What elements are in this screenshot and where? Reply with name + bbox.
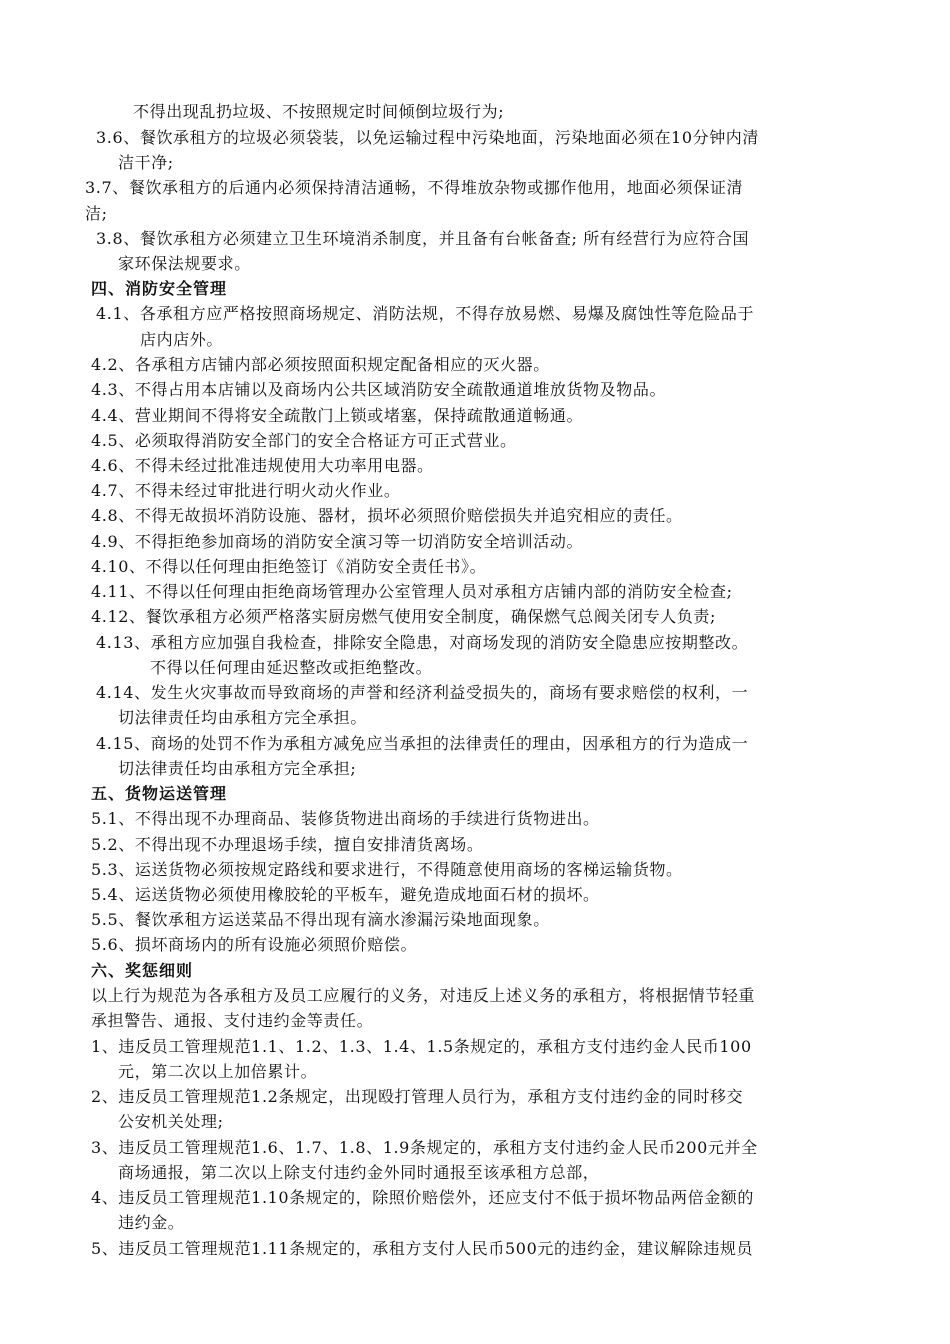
text-line: 4.7、不得未经过审批进行明火动火作业。 xyxy=(91,481,401,500)
text-line: 4.1、各承租方应严格按照商场规定、消防法规，不得存放易燃、易爆及腐蚀性等危险品于 xyxy=(96,304,755,323)
section-heading: 六、奖惩细则 xyxy=(91,961,194,980)
text-line: 4.10、不得以任何理由拒绝签订《消防安全责任书》。 xyxy=(91,557,487,576)
text-line: 4.5、必须取得消防安全部门的安全合格证方可正式营业。 xyxy=(91,431,517,450)
text-line: 4.11、不得以任何理由拒绝商场管理办公室管理人员对承租方店铺内部的消防安全检查; xyxy=(91,582,733,601)
text-line: 4.12、餐饮承租方必须严格落实厨房燃气使用安全制度，确保燃气总阀关闭专人负责; xyxy=(91,607,717,626)
section-heading: 四、消防安全管理 xyxy=(91,279,228,298)
text-line: 4.15、商场的处罚不作为承租方减免应当承担的法律责任的理由，因承租方的行为造成一 xyxy=(96,734,749,753)
text-line: 承担警告、通报、支付违约金等责任。 xyxy=(91,1011,374,1030)
text-line: 5.3、运送货物必须按规定路线和要求进行，不得随意使用商场的客梯运输货物。 xyxy=(91,860,683,879)
text-line: 4、违反员工管理规范1.10条规定的，除照价赔偿外，还应支付不低于损坏物品两倍金额的 xyxy=(91,1188,755,1207)
text-line: 5.6、损坏商场内的所有设施必须照价赔偿。 xyxy=(91,935,418,954)
section-heading: 五、货物运送管理 xyxy=(91,784,228,803)
text-line: 1、违反员工管理规范1.1、1.2、1.3、1.4、1.5条规定的，承租方支付违约金人民币100 xyxy=(91,1037,752,1056)
text-line: 4.13、承租方应加强自我检查，排除安全隐患，对商场发现的消防安全隐患应按期整改。 xyxy=(96,633,749,652)
text-line: 不得以任何理由延迟整改或拒绝整改。 xyxy=(150,658,433,677)
text-line: 2、违反员工管理规范1.2条规定，出现殴打管理人员行为，承租方支付违约金的同时移交 xyxy=(91,1087,744,1106)
text-line: 以上行为规范为各承租方及员工应履行的义务，对违反上述义务的承租方，将根据情节轻重 xyxy=(91,986,756,1005)
text-line: 违约金。 xyxy=(118,1213,185,1232)
text-line: 4.4、营业期间不得将安全疏散门上锁或堵塞，保持疏散通道畅通。 xyxy=(91,406,584,425)
text-line: 洁; xyxy=(85,204,108,223)
text-line: 公安机关处理; xyxy=(118,1112,224,1131)
text-line: 4.2、各承租方店铺内部必须按照面积规定配备相应的灭火器。 xyxy=(91,355,550,374)
text-line: 5、违反员工管理规范1.11条规定的，承租方支付人民币500元的违约金，建议解除违规员 xyxy=(91,1239,754,1258)
text-line: 家环保法规要求。 xyxy=(118,254,251,273)
text-line: 5.4、运送货物必须使用橡胶轮的平板车，避免造成地面石材的损坏。 xyxy=(91,885,600,904)
text-line: 5.1、不得出现不办理商品、装修货物进出商场的手续进行货物进出。 xyxy=(91,809,600,828)
text-line: 元，第二次以上加倍累计。 xyxy=(118,1062,318,1081)
text-line: 4.6、不得未经过批准违规使用大功率用电器。 xyxy=(91,456,434,475)
text-line: 洁干净; xyxy=(118,153,174,172)
text-line: 5.2、不得出现不办理退场手续，擅自安排清货离场。 xyxy=(91,835,484,854)
text-line: 3.8、餐饮承租方必须建立卫生环境消杀制度，并且备有台帐备查; 所有经营行为应符合国 xyxy=(96,229,750,248)
text-line: 3.7、餐饮承租方的后通内必须保持清洁通畅，不得堆放杂物或挪作他用，地面必须保证清 xyxy=(85,178,744,197)
text-line: 店内店外。 xyxy=(140,330,224,349)
text-line: 3.6、餐饮承租方的垃圾必须袋装，以免运输过程中污染地面，污染地面必须在10分钟内清 xyxy=(96,128,760,147)
text-line: 商场通报，第二次以上除支付违约金外同时通报至该承租方总部， xyxy=(118,1163,600,1182)
text-line: 不得出现乱扔垃圾、不按照规定时间倾倒垃圾行为; xyxy=(133,102,505,121)
text-line: 3、违反员工管理规范1.6、1.7、1.8、1.9条规定的，承租方支付违约金人民币200元并全 xyxy=(91,1138,758,1157)
text-line: 切法律责任均由承租方完全承担; xyxy=(118,759,357,778)
text-line: 4.8、不得无故损坏消防设施、器材，损坏必须照价赔偿损失并追究相应的责任。 xyxy=(91,506,683,525)
text-line: 切法律责任均由承租方完全承担。 xyxy=(118,708,368,727)
text-line: 4.14、发生火灾事故而导致商场的声誉和经济利益受损失的，商场有要求赔偿的权利，一 xyxy=(96,683,749,702)
text-line: 5.5、餐饮承租方运送菜品不得出现有滴水渗漏污染地面现象。 xyxy=(91,910,550,929)
text-line: 4.9、不得拒绝参加商场的消防安全演习等一切消防安全培训活动。 xyxy=(91,532,584,551)
text-line: 4.3、不得占用本店铺以及商场内公共区域消防安全疏散通道堆放货物及物品。 xyxy=(91,380,667,399)
